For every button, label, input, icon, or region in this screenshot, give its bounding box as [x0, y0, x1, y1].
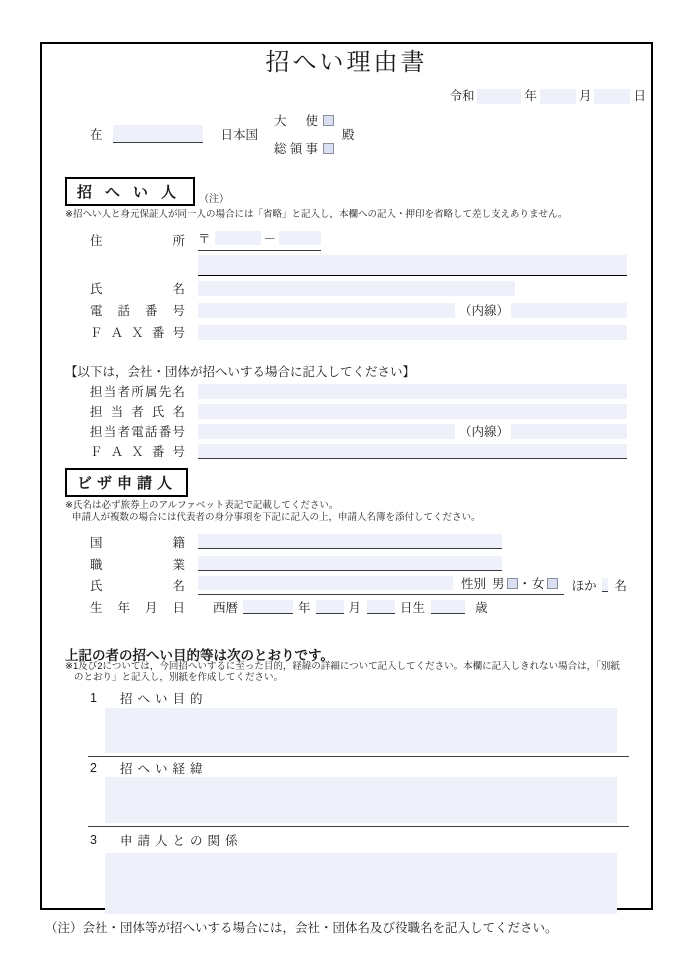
occupation-row: [90, 555, 627, 572]
birthdate-label: 生年月日: [90, 600, 185, 615]
age-input[interactable]: [431, 600, 465, 614]
honorific-label: 殿: [342, 128, 355, 142]
nationality-label: 国籍: [90, 535, 185, 550]
invitee-name-row: [90, 280, 627, 296]
purpose-item-1-head: [90, 691, 651, 705]
name-sex-group: [198, 574, 564, 595]
postal-code-group: [198, 229, 321, 251]
purpose-item-1-number: 1: [90, 691, 97, 705]
invitee-header-box: 招へい人: [65, 177, 195, 206]
staff-fax-input[interactable]: [198, 444, 627, 459]
nationality-input[interactable]: [198, 534, 502, 549]
birth-year-input[interactable]: [243, 600, 293, 614]
fax-input[interactable]: [198, 325, 627, 340]
invitee-name-label: 氏名: [90, 282, 185, 296]
ambassador-option: [274, 111, 334, 129]
consul-option: [274, 139, 334, 157]
purpose-heading: 上記の者の招へい目的等は次のとおりです。: [65, 648, 334, 663]
birthdate-row: [90, 598, 627, 615]
staff-fax-row: [90, 443, 627, 459]
at-label: 在: [90, 128, 103, 142]
staff-fax-label: ＦＡＸ番号: [90, 445, 185, 459]
invitee-name-input[interactable]: [198, 281, 515, 296]
birth-month-input[interactable]: [316, 600, 344, 614]
sex-label: 性別: [461, 577, 487, 591]
occupation-input[interactable]: [198, 556, 502, 571]
purpose-item-3-number: 3: [90, 833, 97, 847]
form-title: 招へい理由書: [265, 49, 428, 76]
consul-checkbox[interactable]: [323, 143, 334, 154]
occupation-label: 職業: [90, 557, 185, 572]
staff-extension-label: （内線）: [459, 425, 510, 439]
staff-phone-input[interactable]: [198, 424, 455, 439]
address-input[interactable]: [198, 255, 627, 276]
postal-code-input-1[interactable]: [215, 231, 261, 245]
address-row: [90, 232, 627, 248]
phone-input[interactable]: [198, 303, 455, 318]
phone-label: 電話番号: [90, 304, 185, 318]
purpose-item-1-field: [88, 708, 629, 757]
phone-row: [90, 302, 627, 318]
fax-row: [90, 324, 627, 340]
fax-label: ＦＡＸ番号: [90, 326, 185, 340]
purpose-item-2-number: 2: [90, 761, 97, 775]
purpose-item-3-label: 申請人との関係: [120, 834, 243, 848]
purpose-item-3-field: [88, 853, 629, 917]
sex-options: [453, 574, 564, 592]
purpose-item-2-label: 招へい経緯: [120, 762, 208, 776]
date-month-input[interactable]: [540, 89, 576, 104]
addressee-block: [90, 108, 651, 160]
purpose-item-3-textarea[interactable]: [105, 853, 617, 914]
company-block-header: 【以下は，会社・団体が招へいする場合に記入してください】: [65, 365, 416, 379]
purpose-note: ※1及び2については，今回招へいするに至った目的，経緯の詳細について記入してください。本欄に記入しきれない場合は，「別紙のとおり」と記入し，別紙を作成してください。: [65, 661, 620, 683]
consul-label: 総領事: [274, 142, 319, 156]
applicant-name-input[interactable]: [198, 576, 453, 590]
applicant-note-2: 申請人が複数の場合には代表者の身分事項を下記に記入の上，申請人名簿を添付してください。: [72, 512, 481, 523]
birth-year-suffix: 年: [298, 600, 311, 615]
invitee-note: ※招へい人と身元保証人が同一人の場合には「省略」と記入し，本欄への記入・押印を省略して差し支えありません。: [65, 209, 568, 220]
location-input[interactable]: [113, 125, 203, 143]
sex-separator: ・: [518, 577, 532, 591]
calendar-label: 西暦: [213, 600, 239, 615]
applicant-header-box: ビザ申請人: [65, 468, 188, 497]
extension-label: （内線）: [459, 304, 510, 318]
date-year-input[interactable]: [477, 89, 521, 104]
male-checkbox[interactable]: [507, 578, 518, 589]
applicant-note-1: ※氏名は必ず旅券上のアルファベット表記で記載してください。: [65, 500, 339, 511]
ambassador-label: 大使: [274, 114, 319, 128]
purpose-item-3-head: [90, 833, 651, 847]
applicant-name-row: [90, 575, 627, 594]
staff-name-input[interactable]: [198, 404, 627, 419]
staff-org-row: [90, 383, 627, 399]
invitee-header-note: （注）: [199, 194, 230, 205]
purpose-item-2-field: [88, 777, 629, 827]
day-suffix-label: 日: [633, 89, 646, 103]
recipient-options: [274, 111, 334, 157]
applicant-name-label: 氏名: [90, 578, 185, 593]
staff-phone-label: 担当者電話番号: [90, 425, 185, 439]
postal-dash: －: [263, 232, 277, 246]
era-label: 令和: [449, 89, 475, 103]
birth-day-input[interactable]: [367, 600, 395, 614]
others-count-input[interactable]: [602, 578, 609, 592]
form-frame: [40, 42, 653, 910]
birth-month-suffix: 月: [348, 600, 362, 615]
purpose-item-2-textarea[interactable]: [105, 777, 617, 823]
invitee-section-header: [65, 180, 651, 206]
staff-name-row: [90, 403, 627, 419]
address-value-row: [198, 254, 627, 276]
female-checkbox[interactable]: [547, 578, 558, 589]
extension-input[interactable]: [511, 303, 627, 318]
staff-extension-input[interactable]: [511, 424, 627, 439]
address-label: 住所: [90, 234, 185, 248]
nationality-row: [90, 533, 627, 550]
month-suffix-label: 月: [578, 89, 592, 103]
year-suffix-label: 年: [524, 89, 537, 103]
birth-day-suffix: 日生: [400, 600, 426, 615]
ambassador-checkbox[interactable]: [323, 115, 334, 126]
staff-name-label: 担当者氏名: [90, 405, 185, 419]
staff-phone-row: [90, 423, 627, 439]
age-suffix-label: 歳: [475, 600, 488, 615]
others-suffix-label: 名: [614, 578, 627, 593]
postal-mark: 〒: [198, 232, 211, 246]
date-day-input[interactable]: [594, 89, 630, 104]
date-line: [42, 88, 646, 104]
staff-org-label: 担当者所属先名: [90, 385, 185, 399]
staff-org-input[interactable]: [198, 384, 627, 399]
japan-label: 日本国: [220, 128, 259, 142]
applicant-section-header: [65, 471, 651, 497]
female-label: 女: [532, 577, 545, 591]
purpose-item-1-label: 招へい目的: [120, 692, 208, 706]
purpose-item-2-head: [90, 761, 651, 775]
male-label: 男: [492, 577, 505, 591]
purpose-item-1-textarea[interactable]: [105, 708, 617, 753]
postal-code-input-2[interactable]: [279, 231, 321, 245]
footer-note: （注）会社・団体等が招へいする場合には，会社・団体名及び役職名を記入してください。: [45, 921, 558, 935]
others-label: ほか: [571, 578, 597, 593]
